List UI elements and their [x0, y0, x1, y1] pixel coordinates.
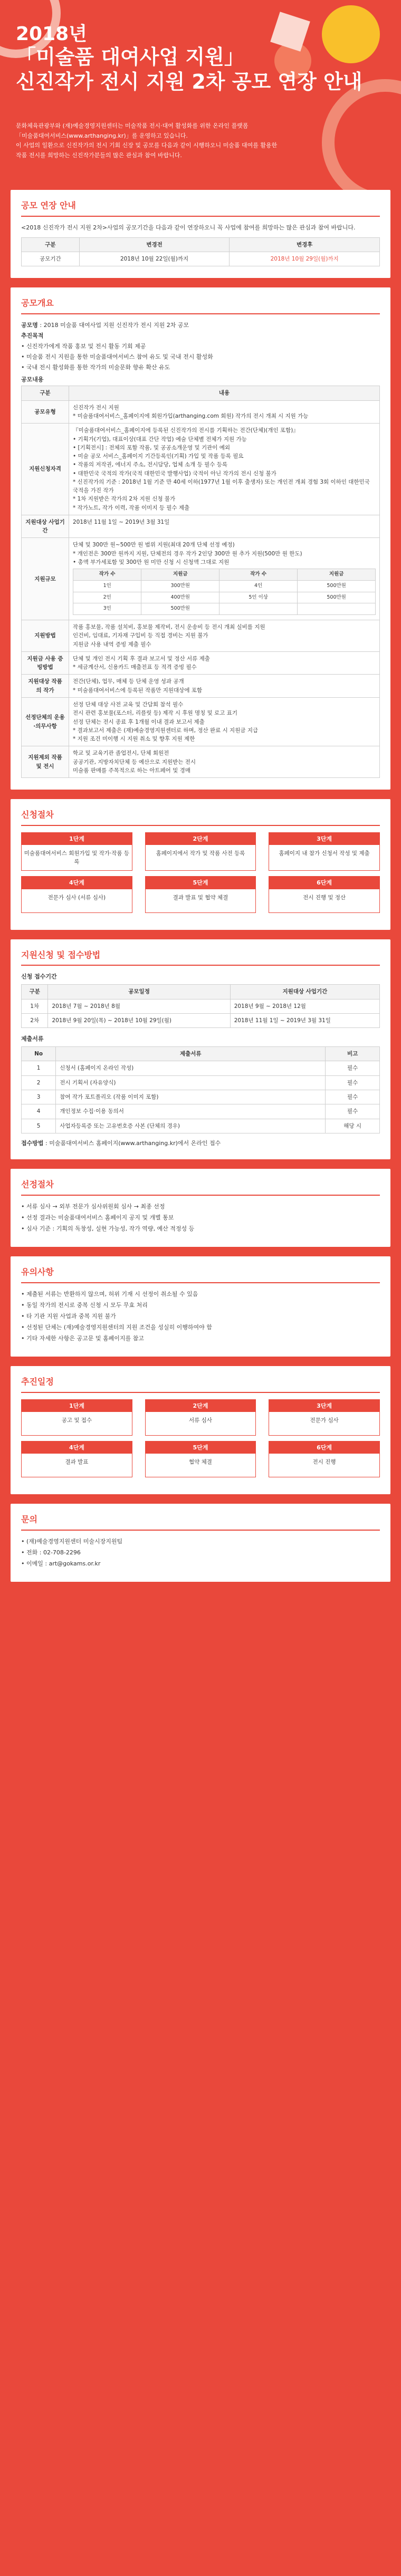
row-line: • 기획가(기업), 대표이상(대표 간단 작업) 예술 단체별 전체가 지원 가능 — [73, 436, 247, 443]
row-content — [69, 515, 380, 538]
selection-list — [21, 1202, 380, 1233]
list-text: (재)예술경영지원센터 미술시장지원팀 — [26, 1537, 123, 1545]
step-number: 6단계 — [269, 877, 379, 889]
hero-intro — [16, 121, 311, 161]
table-cell: 공모기간 — [22, 252, 80, 266]
content-label: 공모내용 — [21, 376, 44, 383]
notice-list — [21, 1290, 380, 1343]
step-number: 1단계 — [22, 1400, 132, 1412]
row-content — [69, 651, 380, 675]
hero-year: 2018년 — [16, 23, 87, 45]
row-line: • 대한민국 국적의 작가(국적 대한민국 발행사업) 국적이 아닌 작가의 전시 신청 불가 — [73, 470, 276, 477]
row-line: * 세금계산서, 신용카드 매출전표 등 적격 증빙 필수 — [73, 664, 197, 671]
table-cell: 1인 — [73, 580, 141, 592]
table-cell — [298, 603, 376, 615]
docs-table — [21, 1046, 380, 1133]
table-header: 변경후 — [230, 237, 380, 252]
table-row — [73, 580, 376, 592]
docs-sub-title: 제출서류 — [21, 1035, 44, 1043]
step-text: 미술품대여서비스 회원가입 및 작가·작품 등록 — [24, 850, 130, 866]
table-cell: 해당 시 — [326, 1119, 380, 1133]
step-text: 전시 진행 — [312, 1458, 336, 1465]
row-line: 작품 홍보물, 작품 설치비, 홍보물 제작비, 전시 운송비 등 전시 개최 실비를 지원 — [73, 624, 265, 631]
table-cell: 필수 — [326, 1090, 380, 1104]
table-header: 변경전 — [79, 237, 230, 252]
table-cell: 필수 — [326, 1104, 380, 1119]
step-box — [145, 832, 256, 871]
list-item — [21, 1301, 380, 1310]
list-item — [21, 1323, 380, 1332]
table-cell: 2인 — [73, 592, 141, 603]
table-row — [22, 400, 380, 424]
hero-intro-line: 문화체육관광부와 (재)예술경영지원센터는 미술작품 전시·대여 활성화를 위한 온라인 플랫폼 — [16, 122, 249, 129]
table-row — [73, 569, 376, 581]
step-box — [269, 876, 380, 912]
table-header: 지원대상 사업기간 — [230, 985, 379, 999]
bullet: • — [21, 1290, 26, 1297]
bullet: • — [21, 1301, 26, 1309]
step-number: 2단계 — [146, 1400, 256, 1412]
list-text: 제출된 서류는 반환하지 않으며, 허위 기재 시 선정이 취소될 수 있음 — [26, 1290, 198, 1297]
bullet: • — [21, 1214, 26, 1221]
table-row — [73, 603, 376, 615]
extension-table — [21, 237, 380, 267]
purpose-item: • 신진작가에게 작품 홍보 및 전시 활동 기회 제공 — [21, 343, 146, 350]
table-row — [22, 424, 380, 515]
section-title: 공모개요 — [21, 297, 380, 314]
step-text: 협약 체결 — [189, 1458, 212, 1465]
hero-intro-line: 작품 전시를 희망하는 신진작가분들의 많은 관심과 참여 바랍니다. — [16, 152, 182, 159]
row-content — [69, 424, 380, 515]
step-number: 1단계 — [22, 833, 132, 845]
table-cell: 필수 — [326, 1075, 380, 1090]
step-text: 서류 심사 — [189, 1417, 212, 1424]
row-head: 지원대상 사업기간 — [22, 515, 69, 538]
row-line: 『미술품대여서비스_홈페이지에 등록된 신진작가의 전시를 기획하는 전간(단체)(개인 포함)』 — [73, 427, 299, 434]
table-cell: 개인정보 수집·이용 동의서 — [56, 1104, 326, 1119]
section-title: 신청절차 — [21, 809, 380, 826]
table-row — [22, 1013, 380, 1027]
bullet: • — [21, 1334, 26, 1342]
table-row — [22, 1061, 380, 1075]
table-row — [22, 1090, 380, 1104]
row-line: * 신진작가의 기준 : 2018년 1월 기준 만 40세 이하(1977년 1월 이후 출생자) 또는 개인전 개최 경험 3회 이하인 대한민국 국적을 가진 작가 — [73, 478, 370, 494]
table-cell: 2018년 10월 29일(월)까지 — [230, 252, 380, 266]
notice-section — [11, 1256, 390, 1357]
contact-section — [11, 1504, 390, 1582]
row-line: * 작가노트, 작가 이력, 작품 이미지 등 필수 제출 — [73, 504, 190, 511]
table-row — [22, 515, 380, 538]
hero-title-line1: 「미술품 대여사업 지원」 — [16, 45, 244, 69]
bullet: • — [21, 1560, 26, 1567]
row-head: 공모유형 — [22, 400, 69, 424]
step-box — [145, 876, 256, 912]
hero-title-line2: 신진작가 전시 지원 2차 공모 연장 안내 — [16, 70, 362, 94]
list-text: 이메일 : art@gokams.or.kr — [26, 1560, 101, 1567]
selection-section — [11, 1169, 390, 1247]
step-box — [145, 1441, 256, 1477]
section-title: 지원신청 및 접수방법 — [21, 949, 380, 966]
row-head: 선정단체의 운용·의무사항 — [22, 697, 69, 746]
row-line: 미술품 판매를 주목적으로 하는 아트페어 및 경매 — [73, 767, 190, 774]
table-cell: 사업자등록증 또는 고유번호증 사본 (단체의 경우) — [56, 1119, 326, 1133]
table-cell: 3 — [22, 1090, 56, 1104]
table-header: 제출서류 — [56, 1047, 326, 1061]
row-head: 지원신청자격 — [22, 424, 69, 515]
table-header: 지원금 — [141, 569, 219, 581]
step-number: 3단계 — [269, 833, 379, 845]
hero-intro-line: 이 사업의 일환으로 신진작가의 전시 기회 신장 및 공모를 다음과 같이 시행하오니 미술품 대여를 활용한 — [16, 142, 278, 149]
table-cell: 필수 — [326, 1061, 380, 1075]
name-label: 공모명 — [21, 322, 38, 329]
schedule-section: 지원신청 및 접수방법 신청 접수기간 구분 공모일정 지원대상 사업기간 1차 2018년 7월 ~ 2018년 8월 2018년 9월 ~ 2018년 12월 2차 2018년 9월 20일(목) ~ 2018년 10월 29일(월) 2018년 11월 1일 ~ 2019년 3월 31일 제출서류 No 제출서류 비고 1 신청서 (홈페이지 온라인 작성) 필수 2 전시 기획서 (자유양식) 필수 3 참여 작가 포트폴리오 (작품 이미지 포함) 필수 4 개인정보 수집·이용 동의서 필수 5 사업자등록증 또는 고유번호증 사본 (단체의 경우) 해당 시 접수방법 : 미술품대여서비스 홈페이지(www.arthanging.kr)에서 온라인 접수 — [11, 939, 390, 1159]
table-header: 지원금 — [298, 569, 376, 581]
list-text: 선정된 단체는 (재)예술경영지원센터의 지원 조건을 성실히 이행하여야 함 — [26, 1323, 212, 1331]
bullet: • — [21, 1323, 26, 1331]
row-line: 2018년 11월 1일 ~ 2019년 3월 31일 — [73, 518, 170, 525]
list-item — [21, 1202, 380, 1211]
table-cell: 2018년 7월 ~ 2018년 8월 — [48, 999, 230, 1013]
row-head: 지원금 사용 증빙방법 — [22, 651, 69, 675]
row-line: * 미술품대여서비스에 등록된 작품만 지원대상에 포함 — [73, 687, 203, 694]
section-title: 공모 연장 안내 — [21, 199, 380, 217]
procedure-flow — [21, 832, 380, 918]
step-box — [269, 832, 380, 871]
bullet: • — [21, 1203, 26, 1210]
row-line: * 결과보고서 제출은 (재)예술경영지원센터로 하며, 정산 완료 시 지원금 지급 — [73, 727, 259, 734]
row-head: 지원제외 작품 및 전시 — [22, 746, 69, 778]
step-box — [21, 1399, 132, 1436]
table-header: 작가 수 — [219, 569, 298, 581]
list-item — [21, 1213, 380, 1222]
section-title: 추진일정 — [21, 1376, 380, 1393]
bullet: • — [21, 1549, 26, 1556]
hero-banner — [0, 0, 401, 190]
row-line: 학교 및 교육기관 졸업전시, 단체 회원전 — [73, 750, 169, 757]
method-text: 미술품대여서비스 홈페이지(www.arthanging.kr)에서 온라인 접수 — [49, 1139, 221, 1147]
list-text: 타 기관 지원 사업과 중복 지원 불가 — [26, 1312, 116, 1320]
section-title: 유의사항 — [21, 1266, 380, 1283]
table-cell: 5 — [22, 1119, 56, 1133]
step-text: 결과 발표 — [65, 1458, 89, 1465]
table-cell: 4 — [22, 1104, 56, 1119]
list-item — [21, 1224, 380, 1233]
step-box — [21, 1441, 132, 1477]
step-number: 4단계 — [22, 1441, 132, 1454]
table-row — [22, 999, 380, 1013]
list-item — [21, 1334, 380, 1343]
list-item — [21, 1537, 380, 1546]
step-text: 전시 진행 및 정산 — [303, 894, 346, 901]
list-text: 선정 결과는 미술품대여서비스 홈페이지 공지 및 개별 통보 — [26, 1214, 174, 1221]
row-content — [69, 400, 380, 424]
step-box — [269, 1399, 380, 1436]
table-header: 작가 수 — [73, 569, 141, 581]
row-line: 신진작가 전시 지원 — [73, 404, 119, 411]
table-header: 내용 — [69, 386, 380, 400]
table-cell: 신청서 (홈페이지 온라인 작성) — [56, 1061, 326, 1075]
timeline-flow — [21, 1399, 380, 1483]
table-cell: 5인 이상 — [219, 592, 298, 603]
step-text: 전문가 심사 (서류 심사) — [47, 894, 106, 901]
table-header: 구분 — [22, 237, 80, 252]
table-row — [22, 252, 380, 266]
method-label: 접수방법 — [21, 1139, 44, 1147]
list-item — [21, 1559, 380, 1568]
row-line: 전시 관련 홍보물(포스터, 리플릿 등) 제작 시 후원 명칭 및 로고 표기 — [73, 710, 237, 717]
step-text: 홈페이지에서 작가 및 작품 사전 등록 — [156, 850, 245, 857]
row-line: • 작품의 저작권, 에너지 주소, 전시담당, 업체 소개 등 필수 등록 — [73, 462, 228, 468]
support-table — [21, 386, 380, 778]
row-head: 지원대상 작품 의 작가 — [22, 675, 69, 698]
table-cell: 500만원 — [298, 592, 376, 603]
table-cell: 2 — [22, 1075, 56, 1090]
table-cell: 500만원 — [298, 580, 376, 592]
table-cell: 1차 — [22, 999, 48, 1013]
row-line: • [기획전시] : 전체의 포함 작품, 및 공공소개운영 및 기관이 예외 — [73, 444, 231, 451]
table-cell: 400만원 — [141, 592, 219, 603]
purpose-item: • 국내 전시 활성화를 통한 작가의 미술문화 향유 확산 유도 — [21, 364, 170, 371]
row-head: 지원규모 — [22, 538, 69, 620]
table-header: 구분 — [22, 386, 69, 400]
step-box — [145, 1399, 256, 1436]
table-row — [22, 651, 380, 675]
step-number: 6단계 — [269, 1441, 379, 1454]
extension-desc: <2018 신진작가 전시 지원 2차>사업의 공모기간을 다음과 같이 연장하오니 꼭 사업에 참여를 희망하는 많은 관심과 참여 바랍니다. — [21, 224, 356, 231]
step-text: 결과 발표 및 협약 체결 — [173, 894, 228, 901]
step-text: 전문가 심사 — [310, 1417, 339, 1424]
table-cell: 2018년 9월 ~ 2018년 12월 — [230, 999, 379, 1013]
row-content — [69, 675, 380, 698]
step-number: 5단계 — [146, 1441, 256, 1454]
section-title: 문의 — [21, 1513, 380, 1531]
table-cell: 3인 — [73, 603, 141, 615]
bullet: • — [21, 1537, 26, 1545]
list-text: 서류 심사 → 외부 전문가 심사위원회 심사 → 최종 선정 — [26, 1203, 165, 1210]
row-line: 단체 및 300만 원~500만 원 범위 지원(최대 20개 단체 선정 예정) — [73, 542, 235, 549]
row-line: 지원금 사용 내역 증빙 제출 필수 — [73, 641, 151, 648]
table-cell — [219, 603, 298, 615]
overview-section — [11, 287, 390, 790]
table-cell: 2018년 10월 22일(월)까지 — [79, 252, 230, 266]
row-line: • 총액 부가세포함 및 300만 원 미만 신청 시 신청액 그대로 지원 — [73, 559, 230, 565]
table-header: No — [22, 1047, 56, 1061]
row-line: 전간(단체), 업무, 매체 등 단체 운영 성과 공개 — [73, 678, 184, 685]
list-text: 심사 기준 : 기획의 독창성, 실현 가능성, 작가 역량, 예산 적정성 등 — [26, 1225, 195, 1232]
bullet: • — [21, 1312, 26, 1320]
hero-title — [16, 24, 362, 95]
table-row — [22, 1104, 380, 1119]
bullet: • — [21, 1225, 26, 1232]
table-cell: 300만원 — [141, 580, 219, 592]
timeline-section — [11, 1366, 390, 1494]
table-row — [22, 1119, 380, 1133]
step-box — [21, 876, 132, 912]
step-text: 공고 및 접수 — [61, 1417, 92, 1424]
step-text: 홈페이지 내 참가 신청서 작성 및 제출 — [279, 850, 370, 857]
row-line: 선정 단체 대상 사전 교육 및 간담회 참석 필수 — [73, 701, 184, 708]
row-content — [69, 538, 380, 620]
table-cell: 2차 — [22, 1013, 48, 1027]
table-row — [22, 675, 380, 698]
row-line: • 미술 공모 서비스_홈페이지 기간등록인(기획) 가입 및 작품 등록 필요 — [73, 453, 244, 460]
contact-list — [21, 1537, 380, 1568]
hero-intro-line: 「미술품대여서비스(www.arthanging.kr)」를 운영하고 있습니다. — [16, 132, 188, 139]
row-line: 선정 단체는 전시 종료 후 1개월 이내 결과 보고서 제출 — [73, 718, 205, 725]
table-row — [22, 697, 380, 746]
list-item — [21, 1290, 380, 1299]
table-cell: 500만원 — [141, 603, 219, 615]
purpose-label: 추진목적 — [21, 332, 44, 340]
step-number: 2단계 — [146, 833, 256, 845]
procedure-section — [11, 799, 390, 929]
table-row — [22, 1075, 380, 1090]
step-box — [269, 1441, 380, 1477]
step-number: 4단계 — [22, 877, 132, 889]
list-text: 동일 작가의 전시로 중복 신청 시 모두 무효 처리 — [26, 1301, 148, 1309]
contest-name: 2018 미술품 대여사업 지원 신진작가 전시 지원 2차 공모 — [43, 322, 189, 329]
overview-info: 공모명 : 2018 미술품 대여사업 지원 신진작가 전시 지원 2차 공모 추진목적 • 신진작가에게 작품 홍보 및 전시 활동 기회 제공 • 미술품 전시 지원을 통한 미술품대여서비스 참여 유도 및 국내 전시 활성화 • 국내 전시 활성화를 통한 작가의 미술문화 향유 확산 유도 공모내용 — [21, 321, 380, 384]
table-row — [22, 538, 380, 620]
table-cell: 전시 기획서 (자유양식) — [56, 1075, 326, 1090]
row-line: 단체 및 개인 전시 기획 후 결과 보고서 및 정산 서류 제출 — [73, 655, 210, 662]
row-line: 공공기관, 지방자치단체 등 예산으로 지원받는 전시 — [73, 758, 196, 765]
list-text: 전화 : 02-708-2296 — [26, 1549, 81, 1556]
row-content — [69, 697, 380, 746]
table-row — [22, 620, 380, 652]
table-row — [73, 592, 376, 603]
row-line: 인건비, 임대료, 기자재 구입비 등 직접 경비는 지원 불가 — [73, 632, 208, 639]
table-row — [22, 746, 380, 778]
row-line: * 개인전은 300만 원까지 지원, 단체전의 경우 작가 2인당 300만 원 추가 지원(500만 원 한도) — [73, 550, 302, 557]
row-line: * 지원 조건 미이행 시 지원 취소 및 향후 지원 제한 — [73, 736, 195, 743]
list-item — [21, 1312, 380, 1321]
table-header: 비고 — [326, 1047, 380, 1061]
decor-large-ring-icon — [322, 79, 401, 190]
table-cell: 2018년 9월 20일(목) ~ 2018년 10월 29일(월) — [48, 1013, 230, 1027]
section-title: 선정절차 — [21, 1178, 380, 1196]
row-head: 지원방법 — [22, 620, 69, 652]
table-cell: 2018년 11월 1일 ~ 2019년 3월 31일 — [230, 1013, 379, 1027]
table-cell: 4인 — [219, 580, 298, 592]
table-header: 공모일정 — [48, 985, 230, 999]
list-item — [21, 1548, 380, 1557]
step-box — [21, 832, 132, 871]
row-line: * 1차 지원받은 작가의 2차 지원 신청 불가 — [73, 496, 176, 503]
table-cell: 1 — [22, 1061, 56, 1075]
schedule-sub-title: 신청 접수기간 — [21, 973, 57, 981]
table-header: 구분 — [22, 985, 48, 999]
table-cell: 참여 작가 포트폴리오 (작품 이미지 포함) — [56, 1090, 326, 1104]
step-number: 3단계 — [269, 1400, 379, 1412]
list-text: 기타 자세한 사항은 공고문 및 홈페이지를 참고 — [26, 1334, 144, 1342]
row-content — [69, 746, 380, 778]
budget-table — [73, 569, 376, 615]
row-line: * 미술품대여서비스_홈페이지에 회원가입(arthanging.com 회원) 작가의 전시 개최 시 지원 가능 — [73, 412, 309, 419]
schedule-table — [21, 984, 380, 1028]
purpose-item: • 미술품 전시 지원을 통한 미술품대여서비스 참여 유도 및 국내 전시 활성화 — [21, 353, 213, 361]
extension-section — [11, 190, 390, 278]
row-content — [69, 620, 380, 652]
step-number: 5단계 — [146, 877, 256, 889]
